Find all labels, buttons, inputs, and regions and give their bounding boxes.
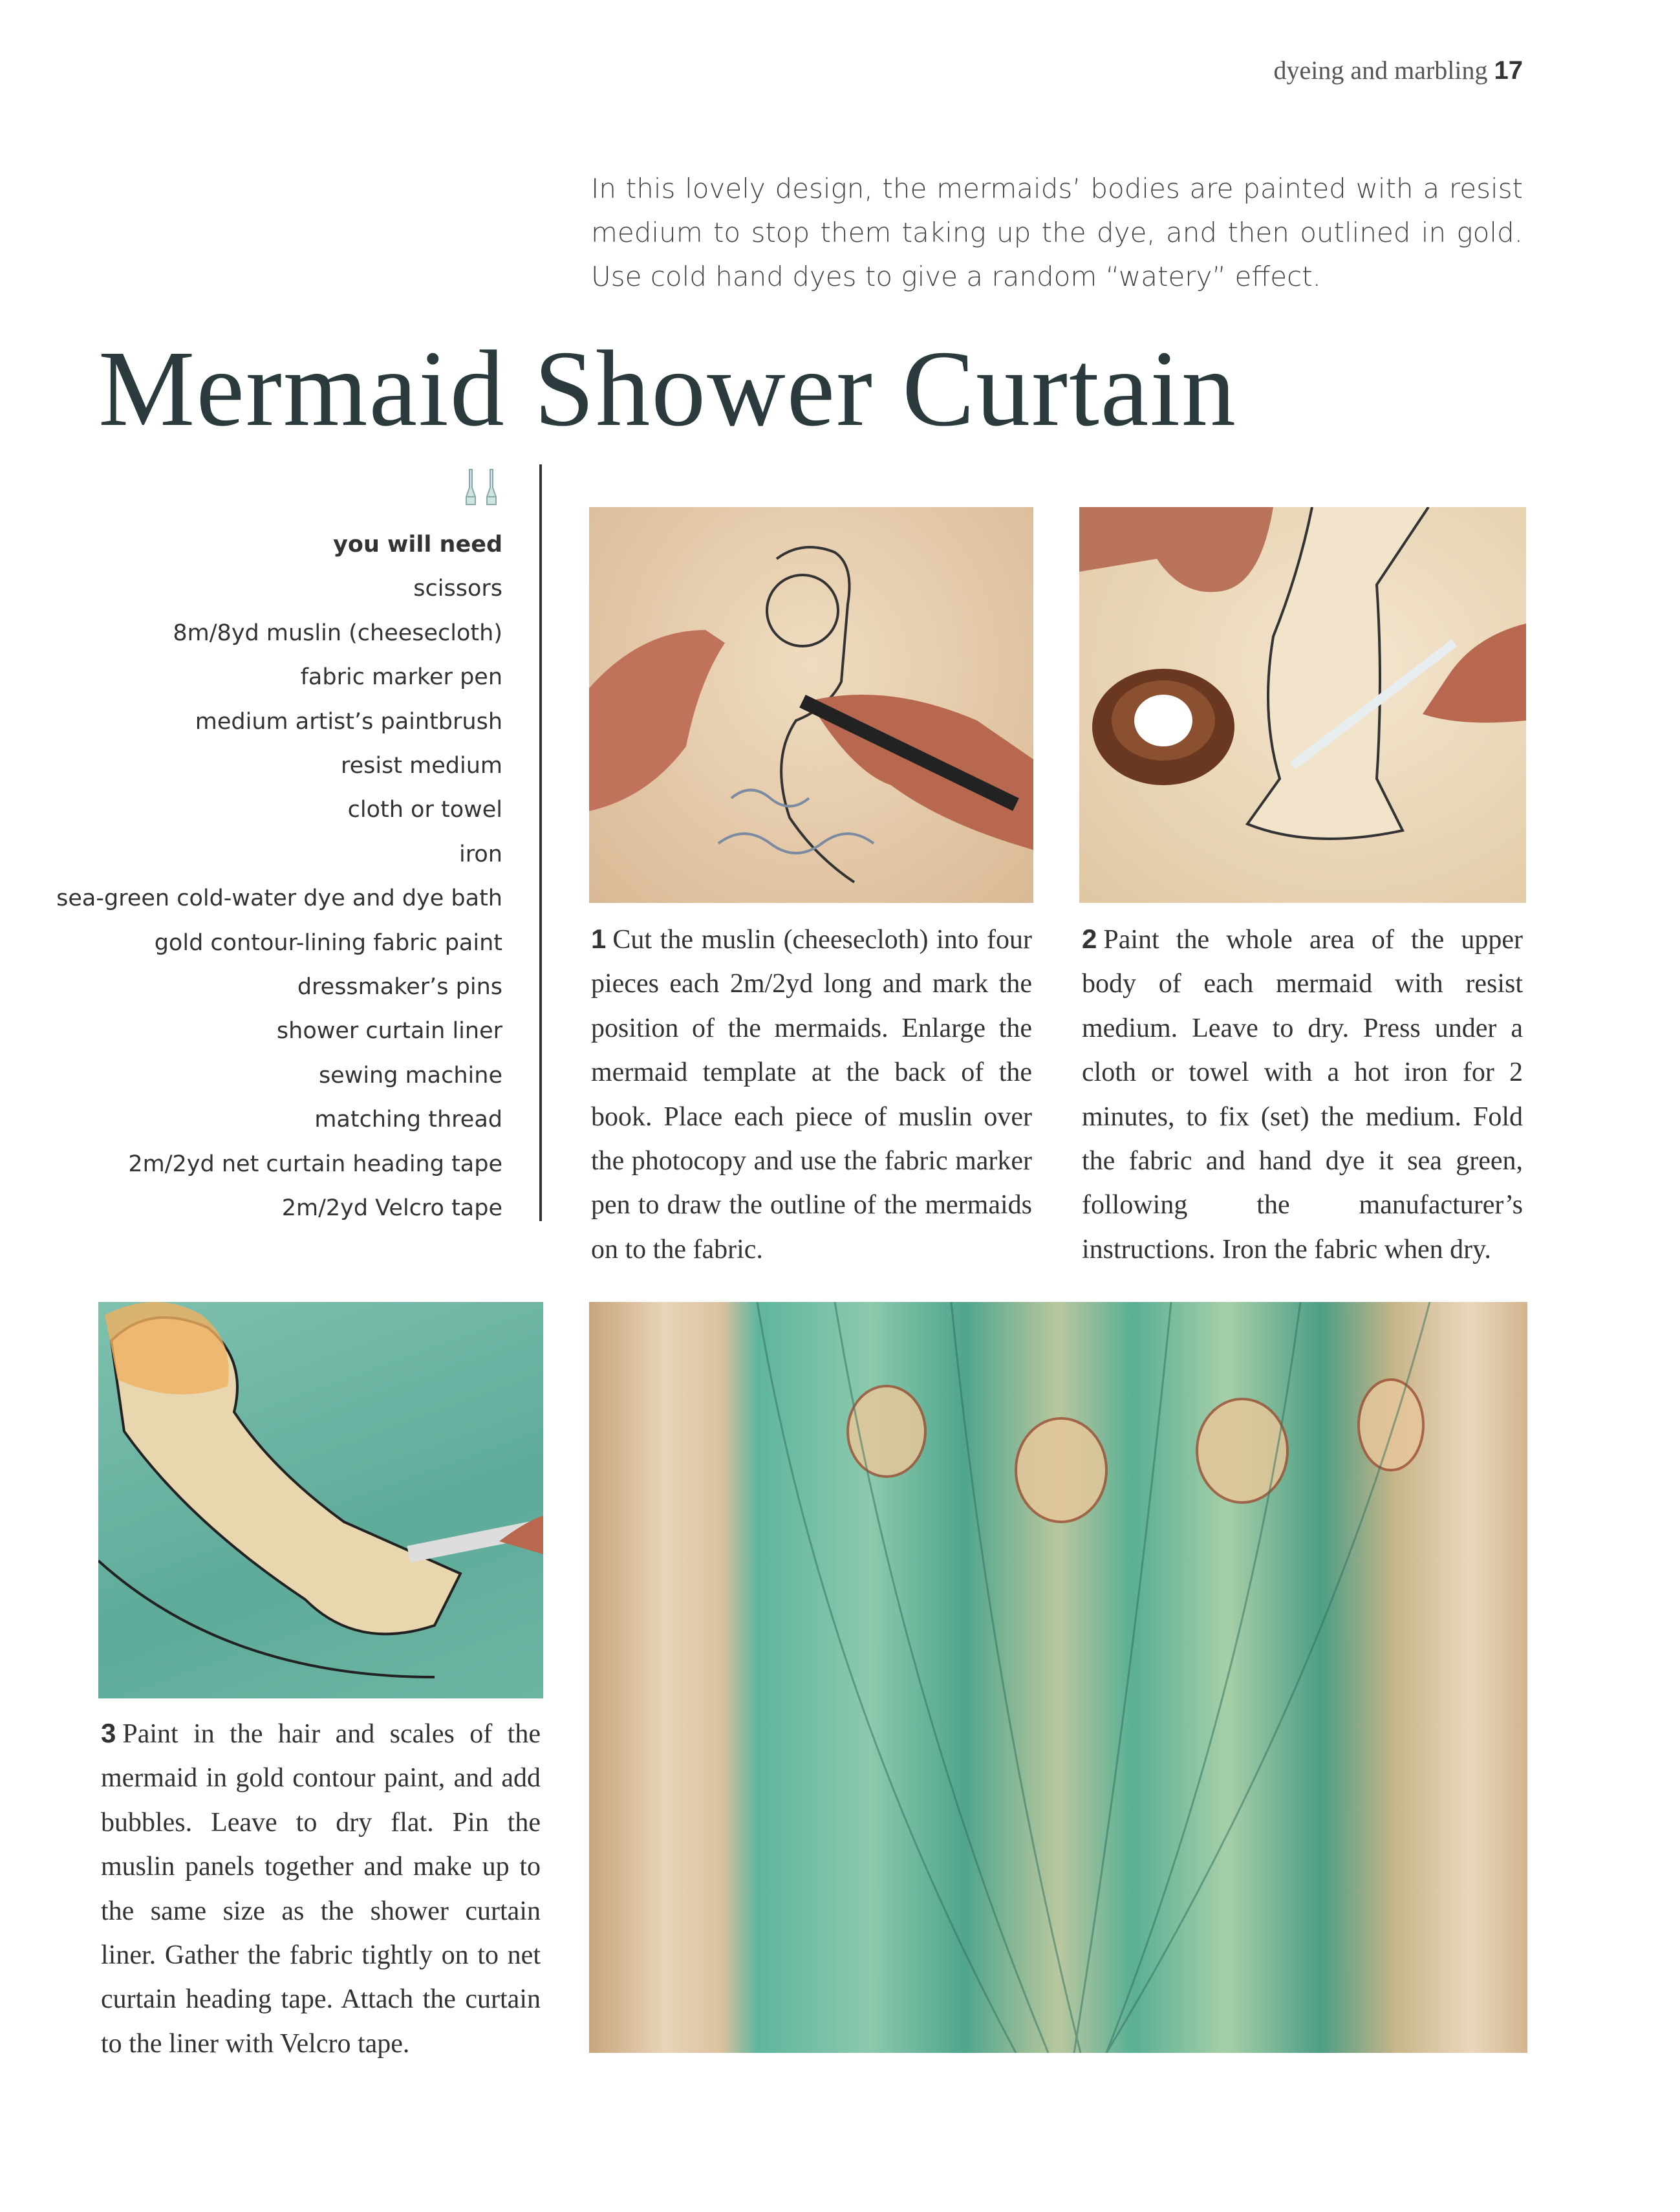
step-text: Paint in the hair and scales of the mermaid in gold contour paint, and add bubbles. Leave to dry flat. Pin the muslin panels together and make up to the same size as the shower curtain liner. Gather the fabric tightly on to net curtain heading tape. Attach the curtain to the liner with Velcro tape. xyxy=(101,1719,541,2059)
section-name: dyeing and marbling xyxy=(1273,56,1488,85)
running-head xyxy=(1273,55,1523,85)
materials-item: shower curtain liner xyxy=(276,1018,502,1045)
step-3 xyxy=(101,1711,541,2066)
step-number: 1 xyxy=(591,924,607,954)
materials-item: fabric marker pen xyxy=(300,664,502,691)
materials-item: matching thread xyxy=(314,1107,502,1133)
materials-item: medium artist’s paintbrush xyxy=(195,708,502,735)
intro-paragraph: In this lovely design, the mermaids’ bodies are painted with a resist medium to stop them taking up the dye, and then outlined in gold. Use cold hand dyes to give a random “watery” effect. xyxy=(591,173,1523,292)
step-3-photo xyxy=(98,1302,543,1698)
materials-item: resist medium xyxy=(340,753,502,779)
materials-list xyxy=(56,523,502,1231)
step-text: Paint the whole area of the upper body of each mermaid with resist medium. Leave to dry. Press under a cloth or towel with a hot iron for 2 minutes, to fix (set) the medium. Fold the fabric and hand dye it sea green, following the manufacturer’s instructions. Iron the fabric when dry. xyxy=(1082,925,1523,1264)
materials-item: sewing machine xyxy=(318,1062,502,1089)
column-divider xyxy=(539,464,542,1221)
step-1 xyxy=(591,917,1032,1272)
materials-item: iron xyxy=(459,841,502,867)
step-number: 3 xyxy=(101,1718,116,1748)
step-2-photo xyxy=(1079,507,1526,903)
materials-item: 2m/2yd Velcro tape xyxy=(281,1195,502,1222)
page-title: Mermaid Shower Curtain xyxy=(98,329,1237,449)
materials-item: 8m/8yd muslin (cheesecloth) xyxy=(173,620,502,646)
paintbrush-icon xyxy=(460,467,506,519)
materials-item: cloth or towel xyxy=(347,797,502,823)
finished-curtain-photo xyxy=(589,1302,1527,2053)
materials-heading: you will need xyxy=(333,532,502,558)
step-1-photo xyxy=(589,507,1033,903)
materials-item: scissors xyxy=(413,576,502,602)
materials-item: gold contour-lining fabric paint xyxy=(154,929,502,956)
step-2 xyxy=(1082,917,1523,1272)
step-number: 2 xyxy=(1082,924,1097,954)
step-text: Cut the muslin (cheesecloth) into four pieces each 2m/2yd long and mark the position of the mermaids. Enlarge the mermaid template at the back of the book. Place each piece of muslin over the photocopy and use the fabric marker pen to draw the outline of the mermaids on to the fabric. xyxy=(591,925,1032,1264)
materials-item: dressmaker’s pins xyxy=(297,974,502,1001)
materials-item: 2m/2yd net curtain heading tape xyxy=(128,1151,502,1177)
materials-item: sea-green cold-water dye and dye bath xyxy=(56,885,502,912)
page-number: 17 xyxy=(1494,56,1523,85)
